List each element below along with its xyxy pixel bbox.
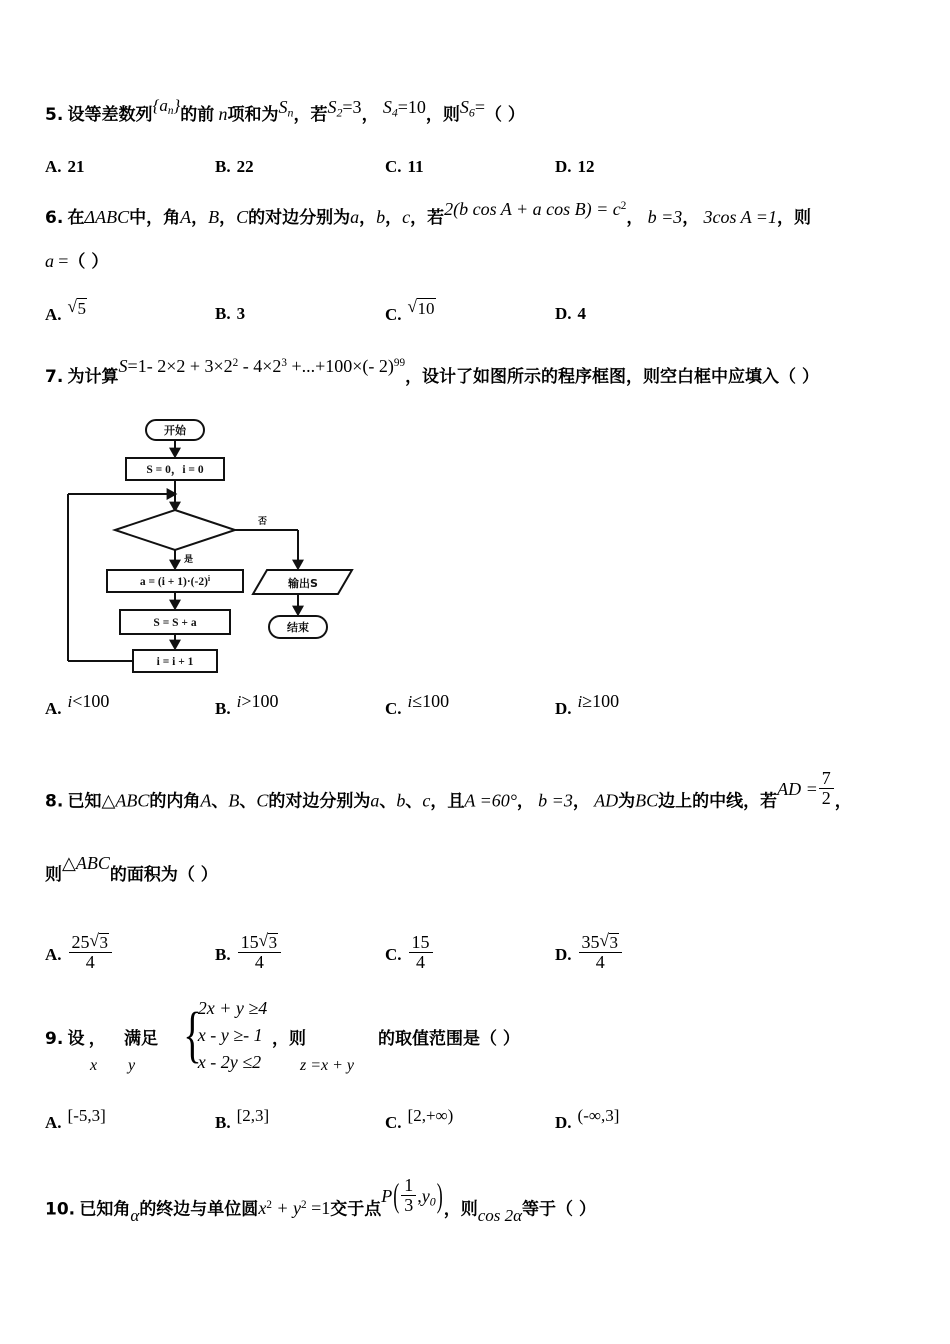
- q7-text-1: 为计算: [67, 367, 119, 388]
- q8-option-a[interactable]: [45, 933, 113, 973]
- question-9-stem: [45, 1030, 158, 1049]
- q9-var-x: x: [90, 1057, 98, 1074]
- q7-option-a-label: A.: [45, 699, 62, 718]
- q5-option-c[interactable]: [385, 157, 430, 177]
- q6-sep-2: ，: [219, 208, 237, 229]
- flowchart-process-a-label: $a = (i + 1)\cdot(-2)^i$: [139, 574, 211, 588]
- q5-option-a-value: 21: [67, 157, 85, 176]
- q6-text-1: 在: [67, 208, 85, 229]
- q7-option-d-value: i≥100: [577, 691, 620, 711]
- question-10-stem: [45, 1175, 596, 1228]
- q8-angle-a-value: A =60°: [464, 790, 517, 811]
- q8-text-4: ，且: [430, 791, 465, 812]
- flowchart-increment-label: i = i + 1: [156, 656, 194, 668]
- q6-number: 6.: [45, 208, 64, 229]
- q8-triangle: △ABC: [101, 790, 150, 811]
- q9-objective-z: z =x + y: [300, 1057, 355, 1074]
- q8-text-6: ，: [572, 791, 590, 812]
- q10-text-2: 的终边与单位圆: [139, 1199, 259, 1220]
- q6-b-value: b =3: [647, 207, 683, 228]
- q5-sn: $S_n$: [278, 97, 294, 120]
- q8-ad: AD: [594, 790, 619, 811]
- q6-angle-c: C: [236, 207, 249, 228]
- q8-ad-equation: AD = $\frac{7}{2}$: [777, 779, 835, 799]
- q6-side-c: c: [402, 207, 411, 228]
- question-6-options: [0, 298, 950, 338]
- q9-option-b-label: B.: [215, 1113, 231, 1132]
- q6-blank: （ ）: [68, 252, 109, 272]
- q8-option-c-value: $\frac{15}{4}$: [409, 933, 433, 973]
- q5-text-1: 设等差数列: [67, 105, 153, 125]
- flowchart-no-label: 否: [258, 517, 268, 527]
- q5-seq-notation: $\{a_n\}$: [152, 96, 181, 118]
- q7-option-c-value: i≤100: [407, 691, 450, 711]
- q8-option-a-value: $\frac{25 √ 3}{4}$: [69, 933, 113, 973]
- q9-inequality-3: x - 2y ≤2: [197, 1052, 262, 1072]
- q9-text-2: 满足: [124, 1029, 159, 1049]
- q7-option-a[interactable]: [45, 691, 110, 719]
- q5-text-4: ，若: [293, 105, 328, 125]
- q8-line2-triangle: △ABC: [62, 853, 110, 873]
- q8-angle-a: A: [200, 790, 212, 811]
- q9-option-d-value: (-∞,3]: [577, 1106, 620, 1125]
- q9-number: 9.: [45, 1029, 64, 1049]
- q6-side-b: b: [376, 207, 386, 228]
- q5-option-a[interactable]: [45, 157, 91, 177]
- q9-text-3: ，则: [272, 1029, 306, 1049]
- q5-text-5: ，: [361, 105, 379, 125]
- q8-option-b[interactable]: [215, 933, 282, 973]
- q6-sep-4: ，: [385, 208, 403, 229]
- q9-option-c[interactable]: [385, 1106, 454, 1133]
- q10-alpha: α: [130, 1206, 140, 1226]
- q8-text-5: ，: [516, 791, 534, 812]
- q8-option-c[interactable]: [385, 933, 434, 973]
- q6-option-b[interactable]: [215, 304, 251, 324]
- q6-angle-a: A: [180, 207, 192, 228]
- q5-text-6: ，则: [425, 105, 460, 125]
- q9-system-brace: {: [183, 1001, 202, 1070]
- q10-text-5: 等于（ ）: [522, 1199, 596, 1220]
- question-8-options: [0, 915, 950, 975]
- q10-text-4: ，则: [443, 1199, 478, 1220]
- q8-delim-4: 、: [405, 791, 423, 812]
- q5-number: 5.: [45, 105, 64, 125]
- q7-option-c-label: C.: [385, 699, 402, 718]
- q9-option-b-value: [2,3]: [236, 1106, 270, 1125]
- q6-side-a: a: [350, 207, 360, 228]
- q8-text-1: 已知: [67, 791, 102, 812]
- q8-text-7: 为: [618, 791, 636, 812]
- q5-text-2: 的前: [180, 105, 215, 125]
- q10-text-1: 已知角: [79, 1199, 131, 1220]
- q6-option-a-value: √ 5: [68, 298, 88, 319]
- q6-text-7: ，则: [776, 208, 811, 229]
- q6-sep-3: ，: [359, 208, 377, 229]
- q6-text-4: ，若: [410, 208, 445, 229]
- q7-series-formula: S=1- $2\times 2 + 3\times 2^2 - 4\times 2^3 +...+100\times(-$ 2)$^{99}$: [118, 356, 406, 377]
- q6-option-a-label: A.: [45, 305, 62, 324]
- question-9-options: [0, 1105, 950, 1145]
- q8-side-b: b: [396, 790, 406, 811]
- question-6-stem-line2: [45, 252, 108, 272]
- q8-text-2: 的内角: [149, 791, 201, 812]
- q7-option-b-label: B.: [215, 699, 231, 718]
- q8-side-a: a: [370, 790, 380, 811]
- q8-angle-b: B: [228, 790, 240, 811]
- q10-unit-circle: $x^2 + y^2 =1$: [258, 1198, 331, 1219]
- q8-line2-pre: 则: [45, 865, 62, 885]
- q6-option-b-value: 3: [236, 304, 246, 323]
- q9-option-d[interactable]: [555, 1106, 620, 1133]
- q10-cos2alpha: cos 2α: [477, 1206, 523, 1226]
- flowchart-decision-shape: [115, 510, 235, 550]
- q5-text-3: 项和为: [227, 105, 279, 125]
- q10-text-3: 交于点: [330, 1199, 382, 1220]
- q5-option-c-label: C.: [385, 157, 402, 176]
- q6-text-2: 中，角: [129, 208, 181, 229]
- q9-inequality-system: [172, 995, 267, 1076]
- q8-number: 8.: [45, 791, 64, 812]
- q9-comma: ，: [88, 1029, 106, 1049]
- q9-option-d-label: D.: [555, 1113, 572, 1132]
- question-8-stem-line2: [45, 853, 218, 885]
- q9-option-c-value: [2,+∞): [407, 1106, 454, 1125]
- q8-delim-3: 、: [379, 791, 397, 812]
- q5-option-c-value: 11: [407, 157, 424, 176]
- q6-text-5: ，: [626, 208, 644, 229]
- q5-blank: （ ）: [485, 105, 525, 125]
- question-6-stem-line1: [45, 199, 811, 229]
- q8-option-a-label: A.: [45, 944, 62, 964]
- q8-delim-2: 、: [239, 791, 257, 812]
- q8-line2-post: 的面积为（ ）: [109, 865, 218, 885]
- q9-option-a-value: [-5,3]: [67, 1106, 106, 1125]
- q8-option-d[interactable]: [555, 933, 623, 973]
- q5-option-a-label: A.: [45, 157, 62, 176]
- q5-option-d-value: 12: [577, 157, 595, 176]
- flowchart-init-label: S = 0，i = 0: [146, 464, 204, 476]
- q7-option-a-value: i<100: [67, 691, 110, 711]
- q6-text-3: 的对边分别为: [248, 208, 351, 229]
- q5-option-b[interactable]: [215, 157, 260, 177]
- question-8-stem-line1: [45, 768, 852, 820]
- q7-option-b[interactable]: [215, 691, 279, 719]
- q6-option-d-label: D.: [555, 304, 572, 323]
- q10-number: 10.: [45, 1199, 76, 1220]
- q7-text-2: ，设计了如图所示的程序框图，则空白框中应填入（ ）: [405, 367, 819, 388]
- q6-option-a[interactable]: [45, 299, 87, 325]
- flowchart-yes-label: 是: [184, 555, 194, 565]
- q9-var-y: y: [128, 1057, 136, 1074]
- flowchart-end-label: 结束: [287, 621, 309, 634]
- q8-text-9: ，: [834, 791, 852, 812]
- q7-option-c[interactable]: [385, 691, 450, 719]
- q6-option-b-label: B.: [215, 304, 231, 323]
- q6-angle-b: B: [208, 207, 220, 228]
- question-5-stem: [45, 96, 525, 126]
- q8-text-8: 边上的中线，若: [658, 791, 778, 812]
- q9-option-c-label: C.: [385, 1113, 402, 1132]
- flowchart-start-label: 开始: [164, 424, 186, 437]
- q5-s2: $S_2=3$: [327, 97, 362, 120]
- q8-b-value: b =3: [538, 790, 573, 811]
- q6-cosa-value: 3cos A =1: [703, 207, 777, 228]
- q9-inequality-1: 2x + y ≥4: [197, 998, 268, 1018]
- q7-option-d-label: D.: [555, 699, 572, 718]
- q5-var-n: n: [218, 104, 228, 124]
- q5-s6: $S_6=$: [459, 97, 485, 120]
- q7-option-b-value: i>100: [236, 691, 279, 711]
- q5-s4: $S_4=10$: [382, 97, 426, 120]
- program-flowchart: [60, 408, 360, 680]
- q8-angle-c: C: [256, 790, 269, 811]
- question-5-options: [0, 157, 950, 197]
- q9-option-a[interactable]: [45, 1106, 106, 1133]
- q6-answer-eq: =: [58, 251, 69, 271]
- q6-equation: 2(b cos A + a $\cos B) = c^2$: [444, 199, 627, 220]
- q5-option-b-value: 22: [236, 157, 254, 176]
- q8-option-b-value: $\frac{15 √ 3}{4}$: [238, 933, 282, 973]
- q6-text-6: ，: [682, 208, 700, 229]
- q8-option-d-value: $\frac{35 √ 3}{4}$: [579, 933, 623, 973]
- q6-answer-var: a: [45, 251, 54, 271]
- q5-option-d-label: D.: [555, 157, 572, 176]
- q6-triangle: ΔABC: [84, 207, 130, 228]
- q8-side-c: c: [422, 790, 431, 811]
- q8-option-b-label: B.: [215, 944, 231, 964]
- q7-option-d[interactable]: [555, 691, 620, 719]
- flowchart-output-label: 输出S: [288, 577, 318, 590]
- q9-text-1: 设: [67, 1029, 85, 1049]
- q8-text-3: 的对边分别为: [268, 791, 371, 812]
- q9-option-b[interactable]: [215, 1106, 270, 1133]
- flowchart-sum-label: S = S + a: [153, 617, 197, 629]
- q6-option-c-value: √ 10: [408, 298, 436, 319]
- q8-option-c-label: C.: [385, 944, 402, 964]
- q6-option-c-label: C.: [385, 305, 402, 324]
- q5-option-b-label: B.: [215, 157, 231, 176]
- q8-delim-1: 、: [211, 791, 229, 812]
- q6-sep-1: ，: [191, 208, 209, 229]
- question-7-stem: [45, 356, 819, 388]
- q6-option-d[interactable]: [555, 304, 592, 324]
- q5-option-d[interactable]: [555, 157, 601, 177]
- q8-bc: BC: [635, 790, 659, 811]
- q9-option-a-label: A.: [45, 1113, 62, 1132]
- q10-point-p: P( $\frac{1}{3}$ $,y_0$): [381, 1175, 443, 1216]
- q7-number: 7.: [45, 367, 64, 388]
- q9-text-4: 的取值范围是（ ）: [378, 1029, 520, 1049]
- question-7-options: [0, 690, 950, 730]
- q8-option-d-label: D.: [555, 944, 572, 964]
- q9-inequality-2: x - y ≥- 1: [197, 1025, 263, 1045]
- q6-option-d-value: 4: [577, 304, 587, 323]
- q6-option-c[interactable]: [385, 299, 436, 325]
